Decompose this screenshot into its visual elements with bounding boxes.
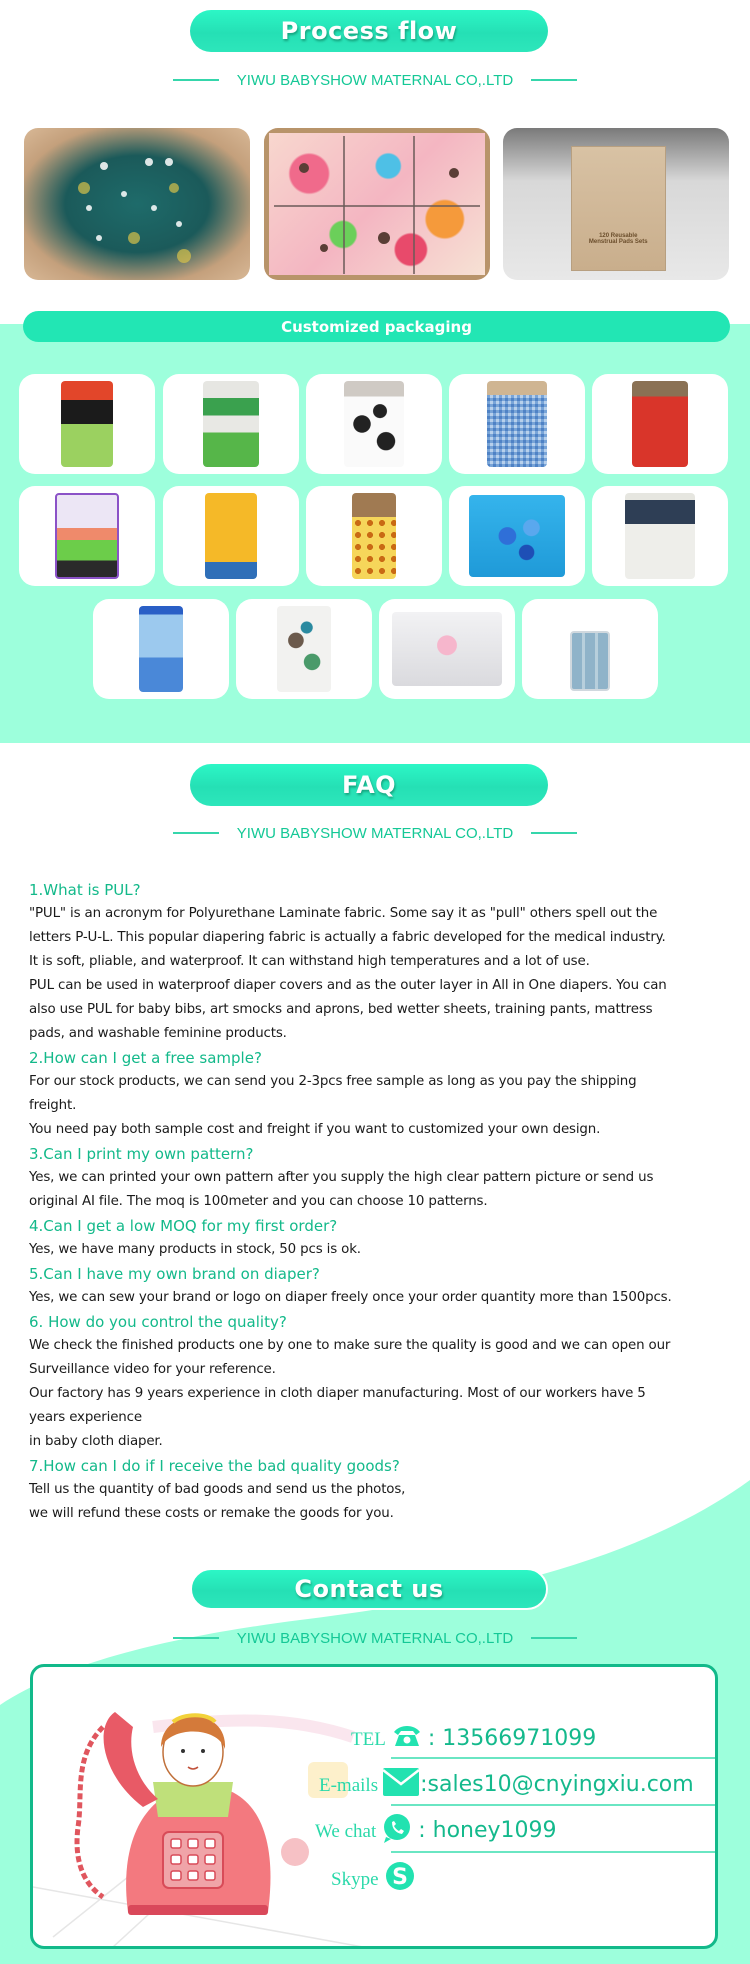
faq-item-1 [29,878,729,1046]
package-image [344,381,404,467]
faq-answer-line: also use PUL for baby bibs, art smocks and aprons, bed wetter sheets, training pants, mattress [29,1002,653,1017]
package-image [632,381,688,467]
package-image [61,381,113,467]
faq-answer-line: We check the finished products one by one to make sure the quality is good and we can open our [29,1338,671,1353]
faq-item-6 [29,1310,729,1454]
email-value[interactable]: :sales10@cnyingxiu.com [420,1772,694,1797]
contact-card [30,1664,718,1949]
divider-left [173,1637,219,1639]
package-tile-13 [379,599,515,699]
package-image [469,495,565,577]
divider-left [173,79,219,81]
package-tile-1 [19,374,155,474]
contact-skype-row [331,1861,417,1891]
wechat-label: We chat [315,1821,377,1842]
package-tile-11 [93,599,229,699]
package-image [139,606,183,692]
faq-answer-line: years experience [29,1410,142,1425]
faq-answer-line: Yes, we have many products in stock, 50 pcs is ok. [29,1242,361,1257]
tel-value[interactable]: : 13566971099 [427,1726,597,1751]
tel-label: TEL [351,1729,386,1750]
faq-answer-line: PUL can be used in waterproof diaper covers and as the outer layer in All in One diapers. You can [29,978,667,993]
contact-email-row [319,1767,694,1797]
girl-with-telephone-illustration [33,1667,393,1947]
svg-text:S: S [391,1865,408,1890]
faq-question: 5.Can I have my own brand on diaper? [29,1265,320,1283]
faq-item-4 [29,1214,729,1262]
faq-answer-line: It is soft, pliable, and waterproof. It can withstand high temperatures and a lot of use. [29,954,590,969]
faq-answer-line: Surveillance video for your reference. [29,1362,276,1377]
faq-answer-line: letters P-U-L. This popular diapering fabric is actually a fabric developed for the medical industry. [29,930,666,945]
package-tile-8 [306,486,442,586]
telephone-icon [390,1721,424,1751]
photo-diapers-packed-in-carton [264,128,490,280]
faq-question: 3.Can I print my own pattern? [29,1145,254,1163]
photo-single-diaper-in-polybag [24,128,250,280]
package-image [570,631,610,691]
package-image [392,612,502,686]
company-name: YIWU BABYSHOW MATERNAL CO,.LTD [236,824,514,842]
wechat-icon [380,1813,414,1843]
faq-question: 2.How can I get a free sample? [29,1049,262,1067]
package-tile-5 [592,374,728,474]
email-label: E-mails [319,1775,379,1796]
faq-answer-line: Yes, we can printed your own pattern after you supply the high clear pattern picture or send us [29,1170,654,1185]
faq-list [29,878,729,1526]
faq-answer-line: Yes, we can sew your brand or logo on diaper freely once your order quantity more than 1500pcs. [29,1290,672,1305]
package-tile-6 [19,486,155,586]
process-flow-heading: Process flow [190,10,548,52]
package-image [55,493,119,579]
package-tile-4 [449,374,585,474]
faq-question: 7.How can I do if I receive the bad quality goods? [29,1457,400,1475]
divider-right [531,832,577,834]
faq-item-3 [29,1142,729,1214]
package-tile-9 [449,486,585,586]
contact-heading: Contact us [190,1568,548,1610]
package-tile-14 [522,599,658,699]
package-image [487,381,547,467]
package-tile-12 [236,599,372,699]
skype-icon[interactable] [383,1861,417,1891]
faq-item-5 [29,1262,729,1310]
faq-heading: FAQ [190,764,548,806]
faq-answer-line: in baby cloth diaper. [29,1434,163,1449]
faq-answer-line: we will refund these costs or remake the goods for you. [29,1506,394,1521]
divider [391,1757,718,1759]
package-image [352,493,396,579]
faq-question: 4.Can I get a low MOQ for my first order? [29,1217,338,1235]
skype-label: Skype [331,1869,379,1890]
package-tile-2 [163,374,299,474]
carton-box: 120 Reusable Menstrual Pads Sets [571,146,666,271]
photo-sealed-shipping-carton [503,128,729,280]
company-name: YIWU BABYSHOW MATERNAL CO,.LTD [236,1629,514,1647]
customized-packaging-heading: Customized packaging [23,311,730,342]
wechat-value[interactable]: : honey1099 [418,1818,557,1843]
package-image [205,493,257,579]
divider [391,1804,718,1806]
faq-answer-line: Our factory has 9 years experience in cloth diaper manufacturing. Most of our workers have 5 [29,1386,646,1401]
package-image [203,381,259,467]
faq-question: 1.What is PUL? [29,881,141,899]
contact-company-line [0,1628,750,1648]
faq-question: 6. How do you control the quality? [29,1313,287,1331]
envelope-icon [382,1767,420,1797]
package-image [625,493,695,579]
faq-answer-line: "PUL" is an acronym for Polyurethane Laminate fabric. Some say it as "pull" others spell out the [29,906,658,921]
faq-answer-line: You need pay both sample cost and freight if you want to customized your own design. [29,1122,601,1137]
divider-left [173,832,219,834]
faq-answer-line: original AI file. The moq is 100meter and you can choose 10 patterns. [29,1194,488,1209]
faq-answer-line: Tell us the quantity of bad goods and send us the photos, [29,1482,406,1497]
contact-wechat-row [315,1813,557,1843]
package-tile-10 [592,486,728,586]
faq-answer-line: For our stock products, we can send you 2-3pcs free sample as long as you pay the shipping [29,1074,637,1089]
divider [391,1851,718,1853]
company-name: YIWU BABYSHOW MATERNAL CO,.LTD [236,71,514,89]
package-image [277,606,331,692]
divider-right [531,1637,577,1639]
process-company-line [0,70,750,90]
divider-right [531,79,577,81]
contact-tel-row [351,1721,596,1751]
faq-answer-line: freight. [29,1098,77,1113]
faq-answer-line: pads, and washable feminine products. [29,1026,287,1041]
faq-item-2 [29,1046,729,1142]
package-tile-7 [163,486,299,586]
package-tile-3 [306,374,442,474]
faq-company-line [0,823,750,843]
